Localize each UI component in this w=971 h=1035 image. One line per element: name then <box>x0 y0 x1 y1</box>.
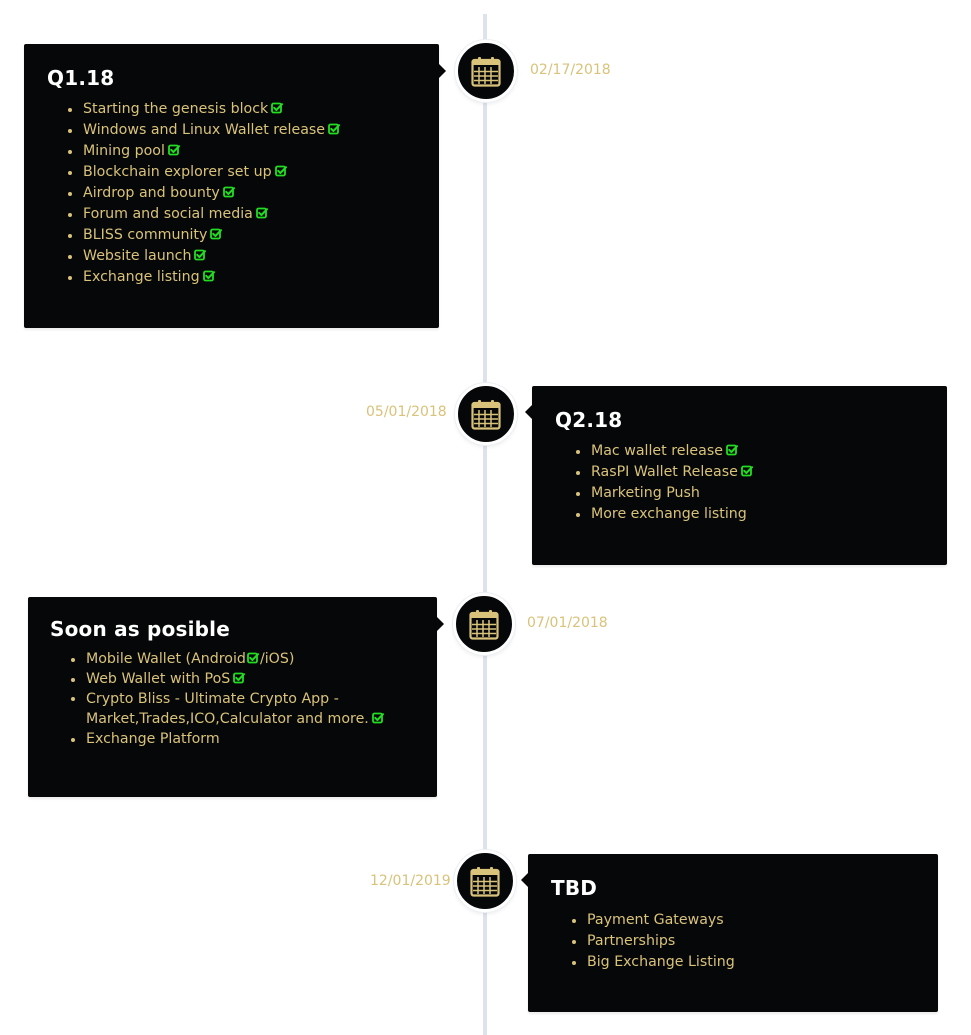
list-item: Airdrop and bounty <box>83 183 439 204</box>
list-item: Starting the genesis block <box>83 99 439 120</box>
check-square-icon <box>194 249 206 261</box>
check-square-icon <box>168 144 180 156</box>
list-item: Exchange Platform <box>86 729 396 749</box>
card-pointer <box>521 873 528 887</box>
milestone-marker <box>455 40 517 102</box>
calendar-icon <box>471 56 501 87</box>
check-square-icon <box>256 207 268 219</box>
card-pointer <box>437 617 444 631</box>
milestone-list <box>555 441 947 525</box>
check-square-icon <box>275 165 287 177</box>
milestone-list <box>50 649 396 749</box>
list-item: Mobile Wallet (Android /iOS) <box>86 649 396 669</box>
card-pointer <box>525 405 532 419</box>
check-square-icon <box>210 228 222 240</box>
milestone-card-q2-18 <box>532 386 947 565</box>
milestone-date: 12/01/2019 <box>370 873 451 889</box>
card-pointer <box>439 64 446 78</box>
check-square-icon <box>233 672 245 684</box>
list-item: Blockchain explorer set up <box>83 162 439 183</box>
check-square-icon <box>726 444 738 456</box>
milestone-title: TBD <box>551 876 598 900</box>
check-square-icon <box>328 123 340 135</box>
list-item: Partnerships <box>587 931 938 952</box>
milestone-marker <box>453 593 515 655</box>
check-square-icon <box>223 186 235 198</box>
calendar-icon <box>469 609 499 640</box>
calendar-icon <box>470 866 500 897</box>
milestone-title: Soon as posible <box>50 617 231 641</box>
list-item: Windows and Linux Wallet release <box>83 120 439 141</box>
list-item: Exchange listing <box>83 267 439 288</box>
milestone-marker <box>455 383 517 445</box>
milestone-date: 07/01/2018 <box>527 615 608 631</box>
list-item: More exchange listing <box>591 504 947 525</box>
list-item: Web Wallet with PoS <box>86 669 396 689</box>
milestone-marker <box>454 850 516 912</box>
check-square-icon <box>203 270 215 282</box>
calendar-icon <box>471 399 501 430</box>
milestone-list <box>551 910 938 973</box>
list-item: RasPI Wallet Release <box>591 462 947 483</box>
milestone-title: Q1.18 <box>47 66 115 90</box>
milestone-title: Q2.18 <box>555 408 623 432</box>
check-square-icon <box>741 465 753 477</box>
milestone-list <box>47 99 439 288</box>
list-item: Mining pool <box>83 141 439 162</box>
milestone-card-q1-18 <box>24 44 439 328</box>
check-square-icon <box>372 712 384 724</box>
milestone-date: 05/01/2018 <box>366 404 447 420</box>
milestone-date: 02/17/2018 <box>530 62 611 78</box>
check-square-icon <box>247 652 259 664</box>
list-item: Website launch <box>83 246 439 267</box>
list-item: Forum and social media <box>83 204 439 225</box>
list-item: Payment Gateways <box>587 910 938 931</box>
check-square-icon <box>271 102 283 114</box>
list-item: BLISS community <box>83 225 439 246</box>
list-item: Marketing Push <box>591 483 947 504</box>
list-item: Big Exchange Listing <box>587 952 938 973</box>
milestone-card-tbd <box>528 854 938 1012</box>
list-item: Crypto Bliss - Ultimate Crypto App - Market,Trades,ICO,Calculator and more. <box>86 689 396 729</box>
milestone-card-soon <box>28 597 437 797</box>
list-item: Mac wallet release <box>591 441 947 462</box>
